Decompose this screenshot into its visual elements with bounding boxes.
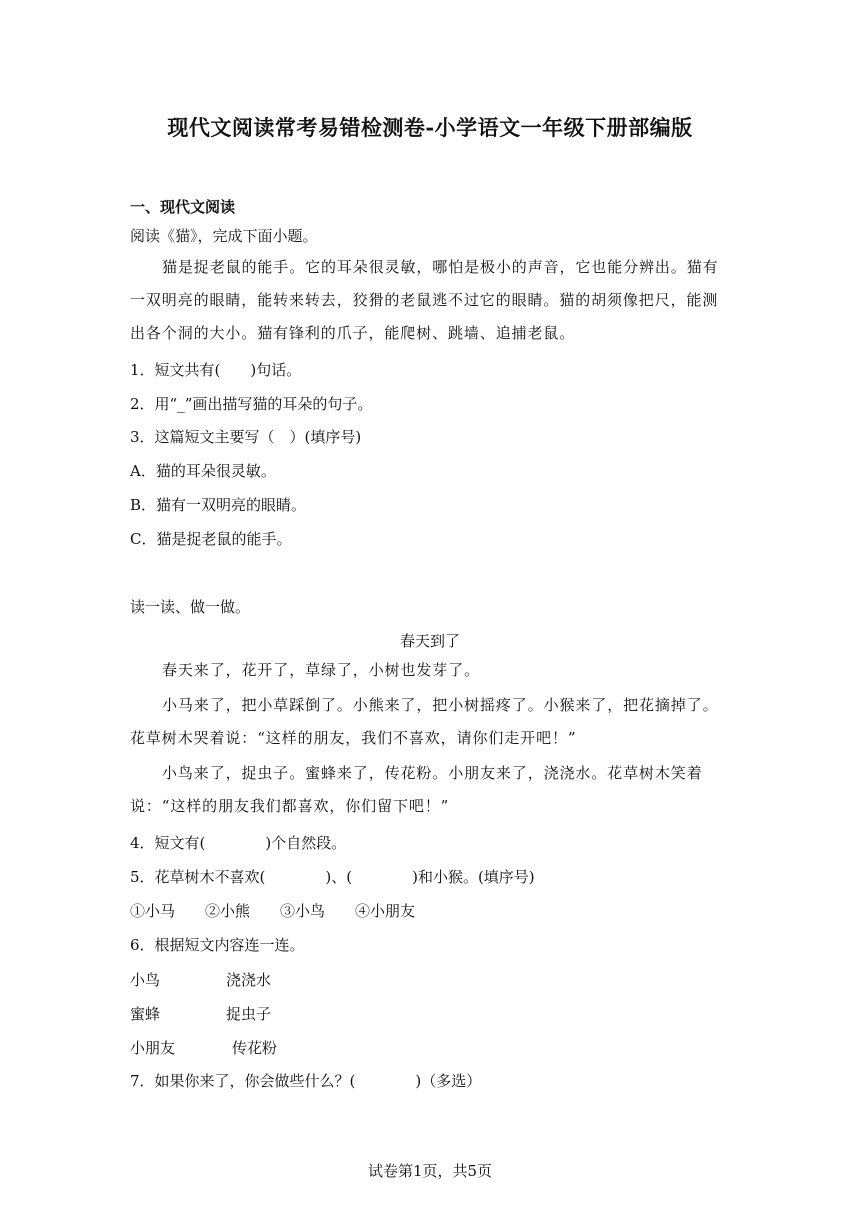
match-left-item: 小鸟 [130, 971, 161, 989]
question-4: 4．短文有( )个自然段。 [130, 834, 347, 852]
section-heading: 一、现代文阅读 [130, 198, 236, 216]
question-6: 6．根据短文内容连一连。 [130, 936, 305, 954]
match-left-item: 小朋友 [130, 1039, 176, 1057]
passage2-title: 春天到了 [399, 632, 460, 650]
match-right-item: 捉虫子 [226, 1005, 272, 1023]
question-3: 3．这篇短文主要写（ ）(填序号) [130, 428, 362, 446]
question-2: 2．用“_”画出描写猫的耳朵的句子。 [130, 395, 373, 413]
question-5-choices: ①小马 ②小熊 ③小鸟 ④小朋友 [130, 902, 416, 920]
passage2-instruction: 读一读、做一做。 [130, 598, 251, 616]
match-right-item: 传花粉 [232, 1039, 278, 1057]
document-title: 现代文阅读常考易错检测卷-小学语文一年级下册部编版 [167, 115, 693, 140]
passage1-instruction: 阅读《猫》，完成下面小题。 [130, 227, 318, 245]
passage1-text: 猫是捉老鼠的能手。它的耳朵很灵敏，哪怕是极小的声音，它也能分辨出。猫有一双明亮的眼睛，能转来转去，狡猾的老鼠逃不过它的眼睛。猫的胡须像把尺，能测出各个洞的大小。猫有锋利的爪子，能爬树、跳墙、追捕老鼠。 [130, 258, 719, 342]
passage2-paragraph-2: 小马来了，把小草踩倒了。小熊来了，把小树摇疼了。小猴来了，把花摘掉了。花草树木哭着说：“这样的朋友，我们不喜欢，请你们走开吧！” [130, 696, 719, 747]
question-1: 1．短文共有( )句话。 [130, 361, 302, 379]
match-left-item: 蜜蜂 [130, 1005, 161, 1023]
option-a: A．猫的耳朵很灵敏。 [130, 462, 276, 480]
passage2-paragraph-1: 春天来了，花开了，草绿了，小树也发芽了。 [162, 661, 481, 679]
match-right-item: 浇浇水 [226, 971, 272, 989]
option-c: C．猫是捉老鼠的能手。 [130, 530, 292, 548]
page-footer: 试卷第1页，共5页 [367, 1162, 493, 1180]
passage2-paragraph-3: 小鸟来了，捉虫子。蜜蜂来了，传花粉。小朋友来了，浇浇水。花草树木笑着说：“这样的朋友我们都喜欢，你们留下吧！” [130, 764, 703, 815]
question-7: 7．如果你来了，你会做些什么？( )（多选） [130, 1072, 482, 1090]
question-5: 5．花草树木不喜欢( )、( )和小猴。(填序号) [130, 868, 535, 886]
option-b: B．猫有一双明亮的眼睛。 [130, 496, 307, 514]
